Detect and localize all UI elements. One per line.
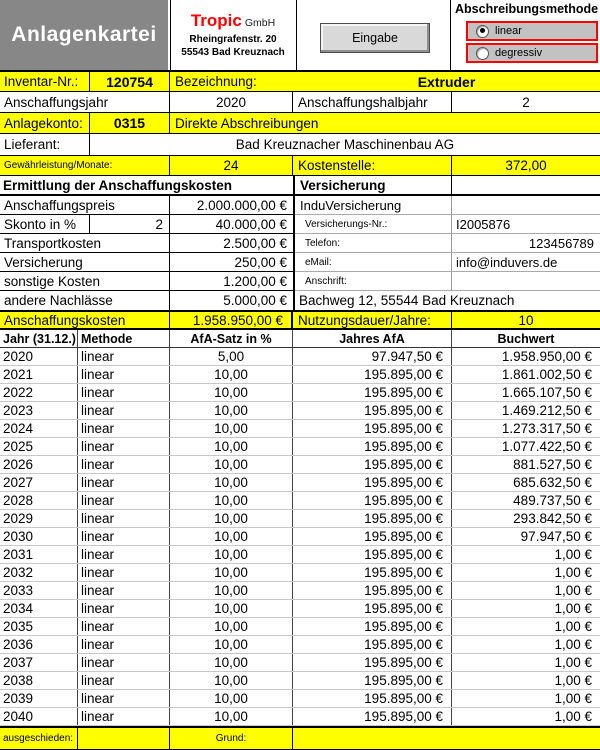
kostenstelle-value-cell[interactable]: 372,00 bbox=[505, 158, 547, 173]
afa-cell: linear bbox=[78, 546, 170, 563]
afa-table-row bbox=[0, 348, 600, 366]
acquisition-value[interactable]: 2.500,00 € bbox=[223, 235, 287, 251]
insurance-company-spacer bbox=[452, 196, 600, 214]
afa-cell: linear bbox=[78, 600, 170, 617]
afa-header-cell: Jahres AfA bbox=[293, 330, 452, 347]
afa-cell: 195.895,00 € bbox=[293, 474, 452, 491]
afa-cell: 195.895,00 € bbox=[293, 582, 452, 599]
nutzungsdauer-value-cell[interactable]: 10 bbox=[518, 312, 534, 328]
total-value: 1.958.950,00 € bbox=[170, 312, 293, 328]
afa-cell: 195.895,00 € bbox=[293, 528, 452, 545]
afa-cell: linear bbox=[78, 492, 170, 509]
afa-table-row bbox=[0, 672, 600, 690]
afa-table-body bbox=[0, 348, 600, 726]
insurance-section-title: Versicherung bbox=[295, 176, 452, 194]
afa-cell: 489.737,50 € bbox=[513, 493, 592, 508]
afa-table-row bbox=[0, 618, 600, 636]
afa-cell: linear bbox=[78, 564, 170, 581]
grund-label: Grund: bbox=[170, 728, 293, 749]
afa-table-row bbox=[0, 384, 600, 402]
afa-cell: 1,00 € bbox=[554, 691, 592, 706]
card-title-box bbox=[0, 0, 168, 70]
afa-cell: linear bbox=[78, 384, 170, 401]
afa-cell: 5,00 bbox=[170, 348, 293, 365]
halbjahr-label: Anschaffungshalbjahr bbox=[293, 92, 452, 112]
kostenstelle-label: Kostenstelle: bbox=[293, 156, 452, 175]
afa-cell: 10,00 bbox=[170, 420, 293, 437]
insurance-nr-label: Versicherungs-Nr.: bbox=[295, 215, 452, 233]
afa-table-row bbox=[0, 456, 600, 474]
insurance-telefon-value[interactable]: 123456789 bbox=[528, 235, 594, 251]
afa-table-row bbox=[0, 690, 600, 708]
afa-table-row bbox=[0, 366, 600, 384]
afa-cell: 10,00 bbox=[170, 528, 293, 545]
afa-cell: linear bbox=[78, 420, 170, 437]
afa-cell: linear bbox=[78, 348, 170, 365]
afa-cell: linear bbox=[78, 708, 170, 725]
afa-cell: 2038 bbox=[0, 672, 78, 689]
afa-cell: 10,00 bbox=[170, 438, 293, 455]
afa-cell: 195.895,00 € bbox=[293, 438, 452, 455]
insurance-telefon-label: Telefon: bbox=[295, 234, 452, 252]
afa-cell: 10,00 bbox=[170, 474, 293, 491]
acquisition-row bbox=[0, 234, 293, 253]
row-ausgeschieden bbox=[0, 726, 600, 750]
afa-cell: 97.947,50 € bbox=[520, 529, 592, 544]
afa-cell: 1,00 € bbox=[554, 547, 592, 562]
anschaffungsjahr-label: Anschaffungsjahr bbox=[0, 92, 170, 112]
total-label: Anschaffungskosten bbox=[0, 312, 170, 328]
acquisition-row bbox=[0, 272, 293, 291]
row-gewaehrleistung bbox=[0, 156, 600, 176]
acquisition-value[interactable]: 2.000.000,00 € bbox=[196, 197, 287, 213]
afa-cell: 195.895,00 € bbox=[293, 600, 452, 617]
eingabe-button[interactable]: Eingabe bbox=[320, 23, 430, 53]
afa-cell: 2027 bbox=[0, 474, 78, 491]
method-section-title: Abschreibungsmethode bbox=[455, 2, 599, 16]
afa-cell: linear bbox=[78, 456, 170, 473]
company-address-city: 55543 Bad Kreuznach bbox=[181, 47, 285, 59]
afa-cell: linear bbox=[78, 438, 170, 455]
acquisition-value[interactable]: 40.000,00 € bbox=[215, 216, 287, 232]
afa-cell: 2032 bbox=[0, 564, 78, 581]
acquisition-block bbox=[0, 196, 295, 310]
halbjahr-value-cell[interactable]: 2 bbox=[522, 94, 530, 110]
afa-cell: 195.895,00 € bbox=[293, 420, 452, 437]
insurance-company-row bbox=[295, 196, 600, 215]
afa-cell: 1,00 € bbox=[554, 655, 592, 670]
radio-degressiv-icon[interactable] bbox=[476, 47, 489, 60]
afa-cell: 2030 bbox=[0, 528, 78, 545]
afa-table-header bbox=[0, 330, 600, 348]
acquisition-label: Transportkosten bbox=[0, 234, 170, 252]
afa-cell: 10,00 bbox=[170, 708, 293, 725]
company-block bbox=[171, 2, 295, 68]
afa-table-row bbox=[0, 420, 600, 438]
afa-header-cell: AfA-Satz in % bbox=[170, 330, 293, 347]
insurance-anschrift-row bbox=[295, 272, 600, 291]
afa-cell: linear bbox=[78, 690, 170, 707]
afa-cell: linear bbox=[78, 366, 170, 383]
radio-degressiv-label: degressiv bbox=[495, 47, 543, 59]
afa-cell: 2037 bbox=[0, 654, 78, 671]
insurance-block bbox=[295, 196, 600, 310]
ausgeschieden-value-cell[interactable] bbox=[78, 728, 170, 749]
anlagekonto-label: Anlagekonto: bbox=[0, 113, 90, 133]
afa-table-row bbox=[0, 654, 600, 672]
afa-cell: 1.861.002,50 € bbox=[501, 367, 592, 382]
afa-cell: 195.895,00 € bbox=[293, 636, 452, 653]
afa-cell: 1,00 € bbox=[554, 565, 592, 580]
company-name: Tropic bbox=[190, 11, 242, 31]
afa-cell: 881.527,50 € bbox=[513, 457, 592, 472]
afa-cell: 2040 bbox=[0, 708, 78, 725]
bezeichnung-value-cell[interactable]: Extruder bbox=[417, 73, 476, 90]
afa-cell: 2039 bbox=[0, 690, 78, 707]
afa-table-row bbox=[0, 636, 600, 654]
afa-cell: 2023 bbox=[0, 402, 78, 419]
afa-table-row bbox=[0, 528, 600, 546]
afa-cell: 195.895,00 € bbox=[293, 402, 452, 419]
insurance-email-label: eMail: bbox=[295, 253, 452, 271]
afa-header-cell: Buchwert bbox=[497, 331, 555, 346]
afa-cell: 195.895,00 € bbox=[293, 546, 452, 563]
afa-cell: 10,00 bbox=[170, 546, 293, 563]
afa-cell: linear bbox=[78, 474, 170, 491]
acquisition-row bbox=[0, 253, 293, 272]
header-divider-3 bbox=[450, 0, 451, 70]
insurance-anschrift-value[interactable]: Bachweg 12, 55544 Bad Kreuznach bbox=[299, 293, 515, 308]
afa-cell: 10,00 bbox=[170, 582, 293, 599]
afa-cell: 2021 bbox=[0, 366, 78, 383]
insurance-anschrift-spacer bbox=[452, 272, 600, 290]
insurance-company: InduVersicherung bbox=[295, 196, 452, 214]
afa-cell: 685.632,50 € bbox=[513, 475, 592, 490]
afa-table-row bbox=[0, 708, 600, 726]
afa-cell: linear bbox=[78, 618, 170, 635]
row-inventar bbox=[0, 70, 600, 92]
afa-cell: 2020 bbox=[0, 348, 78, 365]
radio-option-degressiv[interactable] bbox=[466, 43, 598, 63]
insurance-address-row bbox=[295, 291, 600, 310]
afa-cell: 1,00 € bbox=[554, 619, 592, 634]
afa-cell: 1,00 € bbox=[554, 601, 592, 616]
afa-cell: 2026 bbox=[0, 456, 78, 473]
afa-cell: 10,00 bbox=[170, 690, 293, 707]
afa-cell: linear bbox=[78, 582, 170, 599]
afa-cell: 195.895,00 € bbox=[293, 564, 452, 581]
afa-cell: 1.273.317,50 € bbox=[501, 421, 592, 436]
afa-cell: 10,00 bbox=[170, 366, 293, 383]
bezeichnung-label: Bezeichnung: bbox=[175, 74, 257, 89]
afa-header-cell: Jahr (31.12.) bbox=[0, 330, 78, 347]
afa-cell: 2025 bbox=[0, 438, 78, 455]
afa-cell: 195.895,00 € bbox=[293, 708, 452, 725]
afa-cell: 195.895,00 € bbox=[293, 654, 452, 671]
grund-value-cell[interactable] bbox=[293, 728, 600, 749]
afa-cell: 1,00 € bbox=[554, 637, 592, 652]
afa-cell: 10,00 bbox=[170, 618, 293, 635]
afa-cell: 10,00 bbox=[170, 510, 293, 527]
gewaehrleistung-value-cell[interactable]: 24 bbox=[170, 156, 293, 175]
afa-cell: linear bbox=[78, 402, 170, 419]
afa-cell: 1.469.212,50 € bbox=[501, 403, 592, 418]
afa-table-row bbox=[0, 492, 600, 510]
section-header-spacer bbox=[452, 176, 600, 194]
afa-cell: linear bbox=[78, 510, 170, 527]
acquisition-row bbox=[0, 215, 293, 234]
afa-cell: 195.895,00 € bbox=[293, 690, 452, 707]
afa-cell: 195.895,00 € bbox=[293, 384, 452, 401]
afa-cell: 2031 bbox=[0, 546, 78, 563]
acquisition-label: Versicherung bbox=[0, 253, 170, 271]
insurance-anschrift-label: Anschrift: bbox=[295, 272, 452, 290]
afa-cell: 97.947,50 € bbox=[293, 348, 452, 365]
afa-cell: 195.895,00 € bbox=[293, 492, 452, 509]
afa-cell: 10,00 bbox=[170, 564, 293, 581]
afa-table-row bbox=[0, 546, 600, 564]
afa-cell: 2024 bbox=[0, 420, 78, 437]
insurance-telefon-row bbox=[295, 234, 600, 253]
row-lieferant bbox=[0, 134, 600, 156]
afa-cell: 195.895,00 € bbox=[293, 672, 452, 689]
radio-linear-label: linear bbox=[495, 25, 522, 37]
acquisition-row bbox=[0, 196, 293, 215]
acquisition-row bbox=[0, 291, 293, 310]
company-address-street: Rheingrafenstr. 20 bbox=[189, 33, 277, 45]
afa-cell: 2028 bbox=[0, 492, 78, 509]
afa-cell: linear bbox=[78, 654, 170, 671]
gewaehrleistung-label: Gewährleistung/Monate: bbox=[0, 156, 170, 175]
radio-linear-icon[interactable] bbox=[476, 25, 489, 38]
insurance-email-value[interactable]: info@induvers.de bbox=[456, 254, 558, 270]
acquisition-value[interactable]: 250,00 € bbox=[234, 254, 287, 270]
inventar-label: Inventar-Nr.: bbox=[0, 72, 90, 91]
acquisition-section-title: Ermittlung der Anschaffungskosten bbox=[0, 176, 295, 194]
row-anlagekonto bbox=[0, 113, 600, 134]
ausgeschieden-label: ausgeschieden: bbox=[0, 728, 78, 749]
afa-cell: 1.665.107,50 € bbox=[501, 385, 592, 400]
afa-table-row bbox=[0, 474, 600, 492]
afa-table-row bbox=[0, 510, 600, 528]
afa-table-row bbox=[0, 438, 600, 456]
afa-cell: 10,00 bbox=[170, 600, 293, 617]
afa-cell: 2033 bbox=[0, 582, 78, 599]
acquisition-extra-value[interactable]: 2 bbox=[90, 215, 170, 233]
afa-cell: 195.895,00 € bbox=[293, 510, 452, 527]
afa-cell: 10,00 bbox=[170, 672, 293, 689]
afa-cell: 195.895,00 € bbox=[293, 618, 452, 635]
afa-header-cell: Methode bbox=[78, 330, 170, 347]
acquisition-label: Anschaffungspreis bbox=[0, 196, 170, 214]
afa-table-row bbox=[0, 600, 600, 618]
row-section-headers bbox=[0, 176, 600, 196]
anschaffungsjahr-value-cell[interactable]: 2020 bbox=[170, 92, 293, 112]
insurance-nr-row bbox=[295, 215, 600, 234]
afa-table-row bbox=[0, 402, 600, 420]
lieferant-value-cell[interactable]: Bad Kreuznacher Maschinenbau AG bbox=[235, 137, 455, 152]
afa-cell: 1,00 € bbox=[554, 709, 592, 724]
afa-table-row bbox=[0, 564, 600, 582]
afa-cell: 2029 bbox=[0, 510, 78, 527]
acquisition-label: andere Nachlässe bbox=[0, 291, 170, 310]
afa-cell: 10,00 bbox=[170, 402, 293, 419]
acquisition-label: Skonto in % bbox=[0, 215, 90, 233]
afa-cell: 1,00 € bbox=[554, 583, 592, 598]
afa-cell: 10,00 bbox=[170, 636, 293, 653]
afa-cell: 2035 bbox=[0, 618, 78, 635]
afa-cell: linear bbox=[78, 528, 170, 545]
insurance-email-row bbox=[295, 253, 600, 272]
anlagekonto-name: Direkte Abschreibungen bbox=[175, 115, 319, 131]
afa-cell: 10,00 bbox=[170, 384, 293, 401]
afa-cell: 2034 bbox=[0, 600, 78, 617]
afa-cell: 1.077.422,50 € bbox=[501, 439, 592, 454]
afa-cell: 195.895,00 € bbox=[293, 366, 452, 383]
afa-cell: 10,00 bbox=[170, 654, 293, 671]
anlagekonto-value-cell[interactable]: 0315 bbox=[90, 113, 170, 133]
afa-cell: 10,00 bbox=[170, 456, 293, 473]
acquisition-value[interactable]: 1.200,00 € bbox=[223, 273, 287, 289]
afa-cell: linear bbox=[78, 672, 170, 689]
page-title: Anlagenkartei bbox=[11, 23, 157, 46]
radio-option-linear[interactable] bbox=[466, 21, 598, 41]
afa-cell: 293.842,50 € bbox=[513, 511, 592, 526]
afa-cell: 10,00 bbox=[170, 492, 293, 509]
row-anschaffungskosten-total bbox=[0, 310, 600, 330]
inventar-value-cell[interactable]: 120754 bbox=[90, 72, 170, 91]
afa-cell: linear bbox=[78, 636, 170, 653]
afa-cell: 2022 bbox=[0, 384, 78, 401]
lieferant-label: Lieferant: bbox=[0, 134, 90, 155]
afa-cell: 1,00 € bbox=[554, 673, 592, 688]
afa-table-row bbox=[0, 582, 600, 600]
acquisition-value[interactable]: 5.000,00 € bbox=[223, 293, 287, 308]
nutzungsdauer-label: Nutzungsdauer/Jahre: bbox=[293, 312, 452, 328]
afa-cell: 2036 bbox=[0, 636, 78, 653]
acquisition-label: sonstige Kosten bbox=[0, 272, 170, 290]
afa-cell: 1.958.950,00 € bbox=[501, 349, 592, 364]
insurance-nr-value[interactable]: I2005876 bbox=[456, 216, 511, 232]
row-anschaffungsjahr bbox=[0, 92, 600, 113]
company-suffix: GmbH bbox=[244, 17, 276, 30]
afa-cell: 195.895,00 € bbox=[293, 456, 452, 473]
header-divider-2 bbox=[296, 0, 297, 70]
